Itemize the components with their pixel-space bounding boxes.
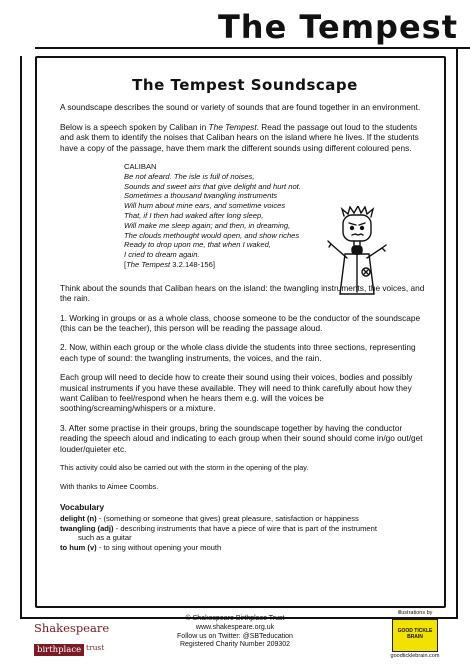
speech-line: I cried to dream again. [124,250,200,260]
vocab-definition-continued: such as a guitar [78,533,132,543]
thanks-note: With thanks to Aimee Coombs. [60,482,159,492]
speech-line: Will make me sleep again; and then, in dreaming, [124,220,291,230]
instructions-paragraph [60,122,430,153]
speech-reference: [The Tempest 3.2.148-156] [124,260,215,269]
vocab-term: to hum (v) [60,543,97,553]
instructions-suffix: . Read the passage out loud to the students and ask them to identify the noises that Caliban hears on the island where he lives. If the students have a copy of the passage, have them mark the different sounds using different coloured pens. [60,121,419,153]
vocab-definition: - (something or someone that gives) great pleasure, satisfaction or happiness [96,514,359,524]
vocab-item [60,514,430,524]
document-title: The Tempest Soundscape [132,76,358,94]
each-group-paragraph: Each group will need to decide how to create their sound using their voices, bodies and possibly musical instruments if you have these available. They will need to think carefully about how they want Caliban to feel/respond when he hears them e.g. will the voices be soothing/screaming/whispers or a mixture. [60,372,413,414]
reference-location: 3.2.148-156] [170,260,215,269]
intro-paragraph: A soundscape describes the sound or variety of sounds that are found together in an environment. [60,102,421,113]
illustrator-url: goodticklebrain.com [390,653,440,659]
step-3-paragraph: 3. After some practise in their groups, bring the soundscape together by having the conductor reading the speech aloud and indicating to each group when their sound should come in/go out/get louder/quieter etc. [60,422,423,454]
vocab-definition: - describing instruments that have a piece of wire that is part of the instrument [113,523,377,533]
sbt-logo-sub: birthplace [34,644,84,656]
vocabulary-heading: Vocabulary [60,501,105,512]
vocab-item [60,524,430,543]
vocab-item [60,543,430,553]
caliban-illustration [327,206,389,298]
think-paragraph: Think about the sounds that Caliban hears on the island: the twangling instruments, the voices, and the rain. [60,282,425,304]
frame-line [35,47,470,49]
speech-line: The clouds methought would open, and show riches [124,230,300,240]
step-2-paragraph: 2. Now, within each group or the whole class divide the students into three sections, representing each type of sound: the twangling instruments, the voices, and the rain. [60,342,416,363]
storm-note: This activity could also be carried out with the storm in the opening of the play. [60,463,309,473]
play-title: The Tempest [208,121,257,132]
vocab-definition: - to sing without opening your mouth [96,543,222,553]
frame-line [456,47,458,617]
footer-charity: Registered Charity Number 209302 [179,641,291,649]
speaker-name: CALIBAN [124,162,157,172]
document-body [60,76,430,553]
speech-line: That, if I then had waked after long sleep, [124,211,264,221]
illustrator-label: illustrations by [397,610,433,616]
instructions-prefix: Below is a speech spoken by Caliban in [60,121,209,132]
good-tickle-brain-logo: GOOD TICKLE BRAIN [392,619,438,652]
speech-line: Be not afeard. The isle is full of noises, [124,171,255,181]
speech-line: Sounds and sweet airs that give delight and hurt not. [124,181,301,191]
vocab-term: delight (n) [60,514,97,524]
vocab-term: twangling (adj) [60,523,114,533]
footer-website: www.shakespeare.org.uk [195,623,275,631]
footer-copyright: © Shakespeare Birthplace Trust [185,615,285,622]
speech-line: Will hum about mine ears, and sometime voices [124,201,286,211]
sbt-logo-trust: trust [86,643,105,652]
speech-line: Sometimes a thousand twangling instruments [124,191,278,201]
reference-play: The Tempest [126,260,171,269]
step-1-paragraph: 1. Working in groups or as a whole class, choose someone to be the conductor of the soundscape (this can be the teacher), this person will be reading the passage aloud. [60,312,421,334]
speech-line: Ready to drop upon me, that when I waked, [124,240,271,250]
page-header-title: The Tempest [217,8,458,46]
frame-line [20,56,22,619]
sbt-logo-name: Shakespeare [34,621,110,635]
footer-twitter: Follow us on Twitter: @SBTeducation [177,632,293,640]
